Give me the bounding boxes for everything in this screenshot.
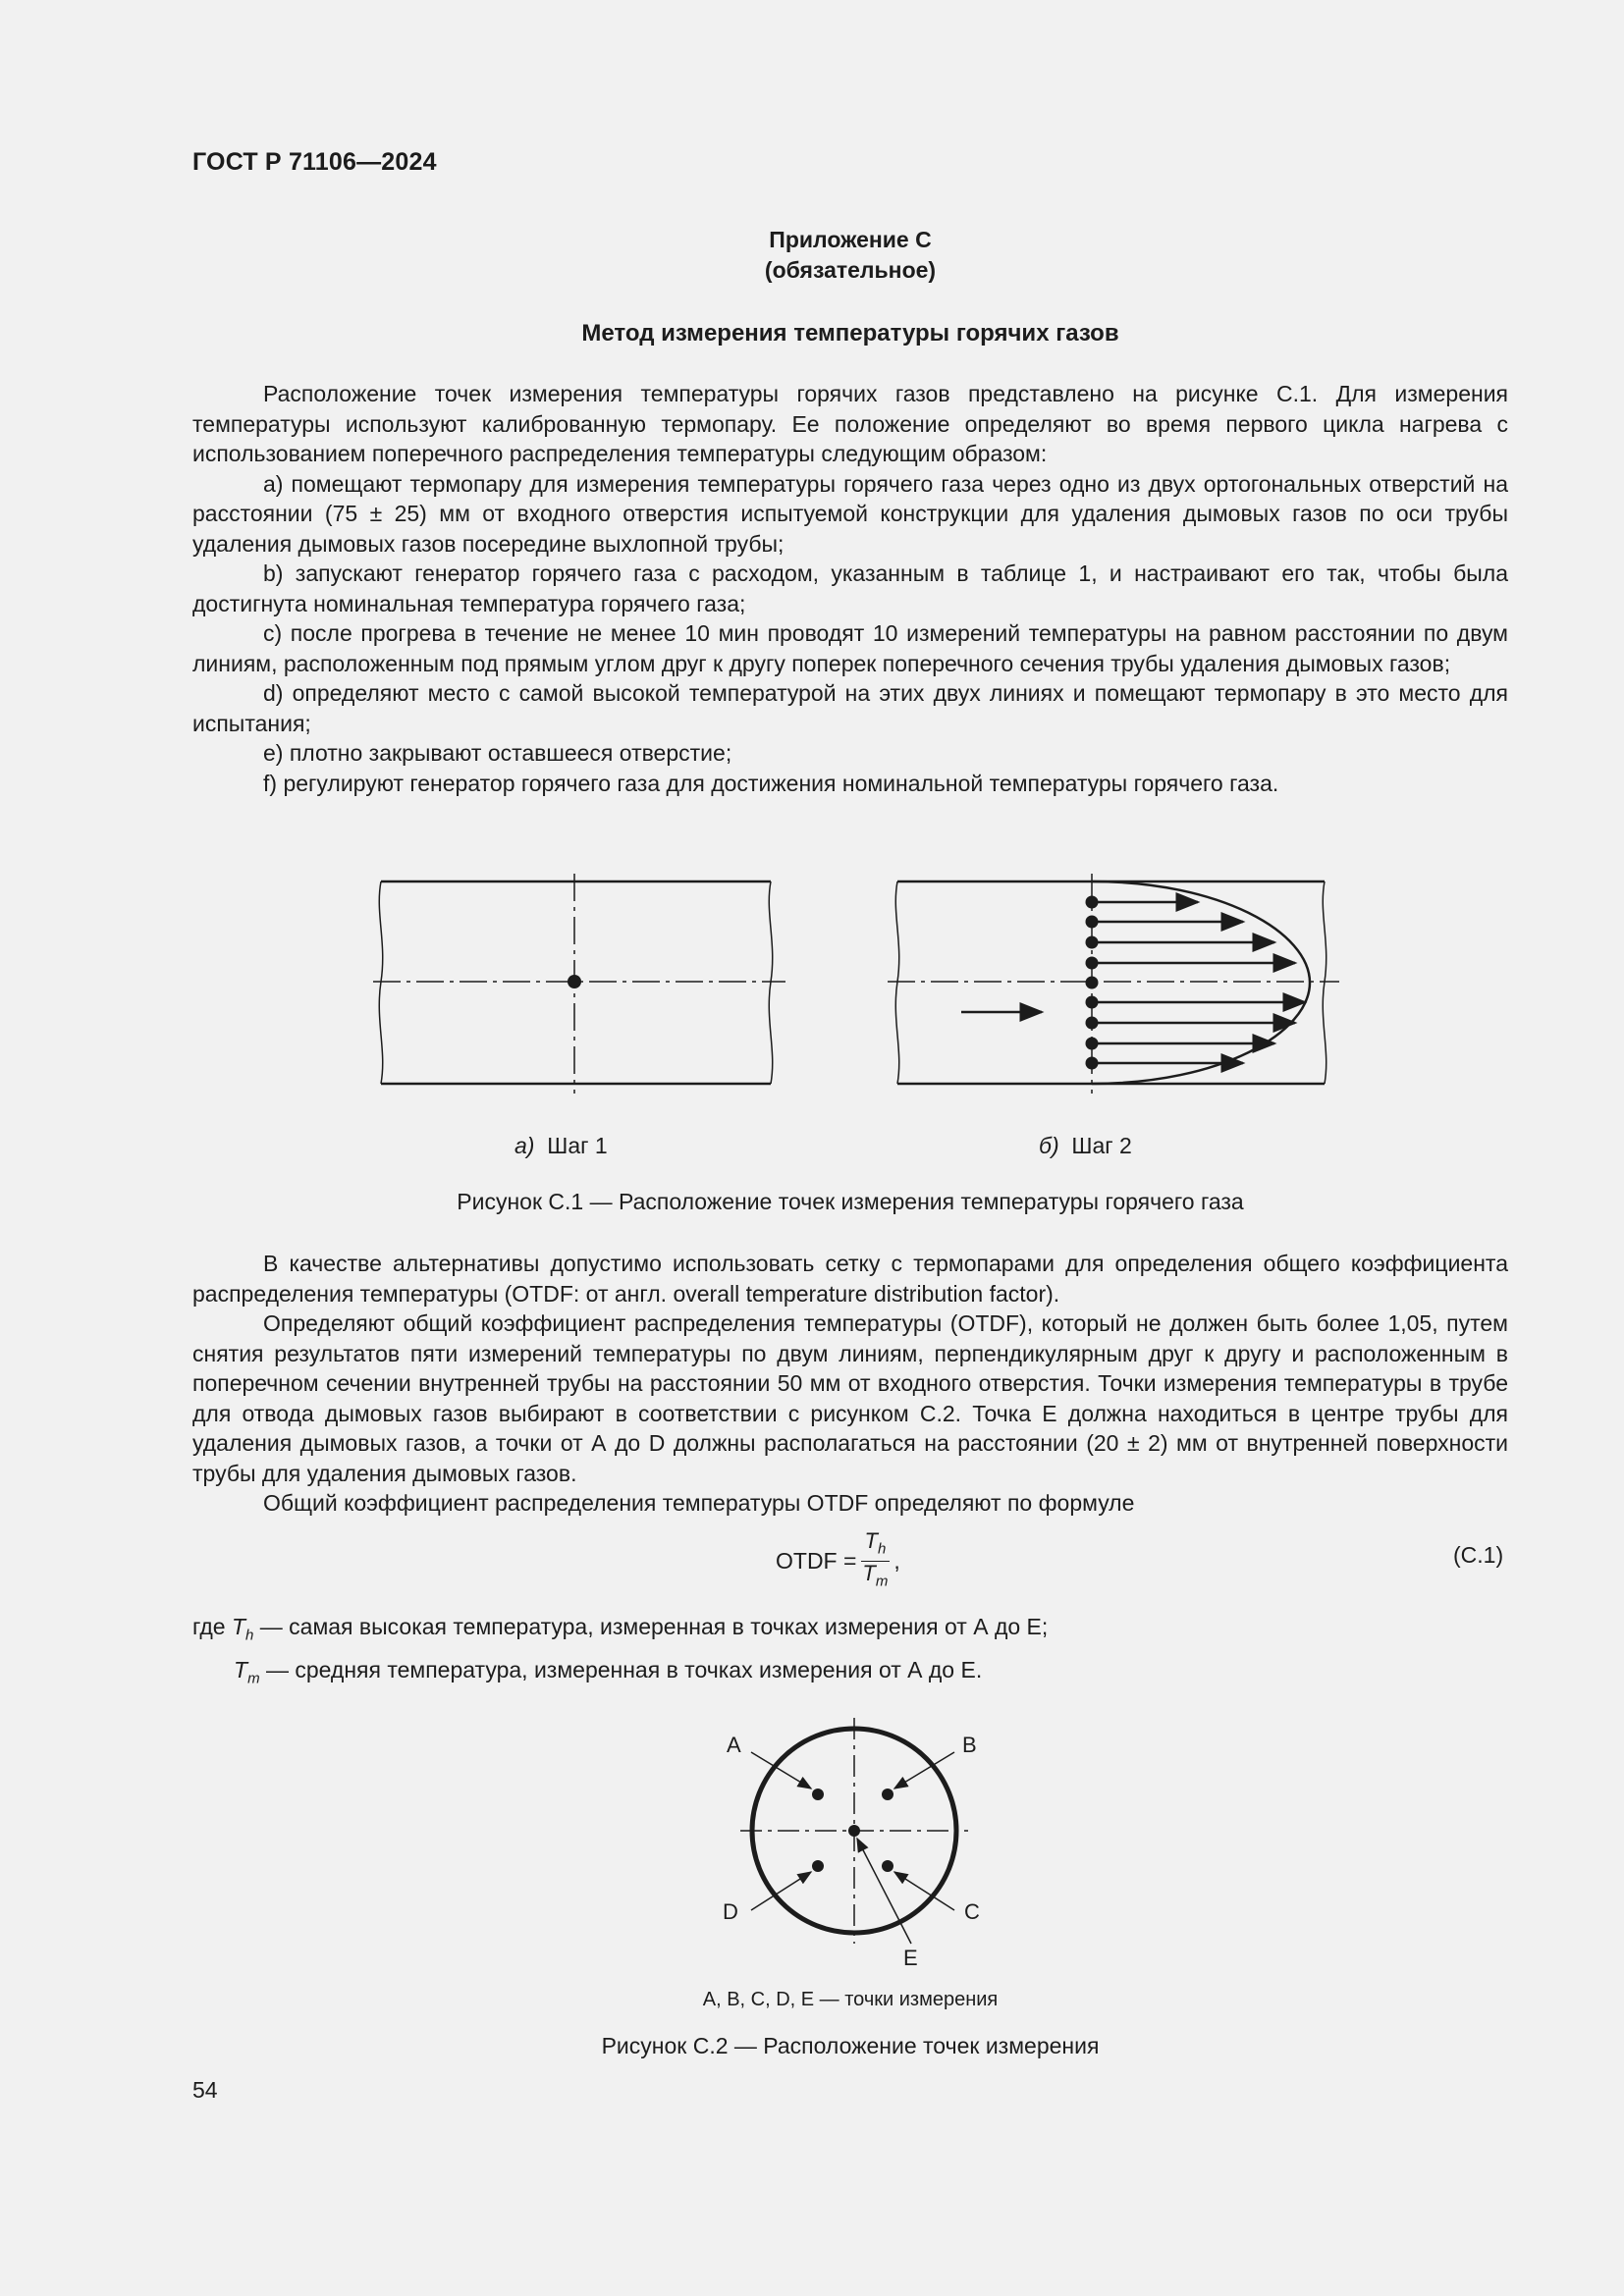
measurement-points (1086, 896, 1099, 1070)
measurement-point (1086, 996, 1099, 1009)
velocity-arrows (961, 902, 1305, 1063)
figure-c2-diagram (707, 1708, 1001, 1983)
document-id: ГОСТ Р 71106—2024 (192, 148, 437, 176)
body-paragraph-1: В качестве альтернативы допустимо использовать сетку с термопарами для определения общего коэффициента распределения температуры (OTDF: от англ. overall temperature distribution factor). (192, 1251, 1508, 1307)
figure-c1-step1-diagram (373, 874, 785, 1099)
point-a (812, 1789, 824, 1800)
label-d: D (723, 1899, 738, 1924)
pipe-break-right (769, 881, 772, 1084)
formula-numerator: $T_h$ (861, 1529, 891, 1562)
pipe-break-left (895, 881, 898, 1084)
figure-c1-label-b (1039, 1133, 1132, 1159)
formula-fraction (858, 1529, 892, 1594)
figure-c1-label-a-letter: а) (514, 1133, 535, 1158)
measurement-point (1086, 1057, 1099, 1070)
formula-tail: , (893, 1548, 900, 1575)
label-a: A (727, 1733, 741, 1757)
formula-denominator: $T_m$ (862, 1561, 889, 1590)
figure-c1-step2-diagram (888, 874, 1339, 1099)
measurement-point (1086, 936, 1099, 949)
list-item-d: d) определяют место с самой высокой температурой на этих двух линиях и помещают термопару в это место для испытания; (192, 680, 1508, 736)
list-item-e: e) плотно закрывают оставшееся отверстие; (263, 740, 732, 766)
figure-c2-caption: Рисунок С.2 — Расположение точек измерения (601, 2033, 1100, 2058)
measurement-point (1086, 977, 1099, 989)
figure-c1-label-a (514, 1133, 608, 1159)
list-item-a: a) помещают термопару для измерения температуры горячего газа через одно из двух ортогональных отверстий на расстоянии (75 ± 25) мм от входного отверстия испытуемой конструкции для удаления дымовых газов по оси трубы удаления дымовых газов посередине выхлопной трубы; (192, 470, 1508, 557)
list-item-b: b) запускают генератор горячего газа с расходом, указанным в таблице 1, и настраивают его так, чтобы была достигнута номинальная температура горячего газа; (192, 561, 1508, 616)
point-b (882, 1789, 893, 1800)
measurement-point (1086, 916, 1099, 929)
pipe-break-right (1323, 881, 1326, 1084)
appendix-title: Приложение С (769, 227, 932, 252)
figure-c1-label-b-text: Шаг 2 (1071, 1133, 1132, 1158)
measurement-point (1086, 1038, 1099, 1050)
measurement-point (1086, 896, 1099, 909)
otdf-formula (776, 1529, 900, 1594)
pipe-break-left (379, 881, 382, 1084)
point-e (848, 1825, 860, 1837)
point-d (812, 1860, 824, 1872)
label-b: B (962, 1733, 977, 1757)
figure-c1-caption: Рисунок С.1 — Расположение точек измерения температуры горячего газа (457, 1189, 1244, 1214)
measurement-point (1086, 957, 1099, 970)
label-e: E (903, 1946, 918, 1970)
label-c: C (964, 1899, 980, 1924)
figure-c1-label-b-letter: б) (1039, 1133, 1059, 1158)
body-text (192, 1249, 1508, 1519)
measurement-point (1086, 1017, 1099, 1030)
intro-text (192, 379, 1508, 798)
list-item-f: f) регулируют генератор горячего газа для достижения номинальной температуры горячего газа. (263, 770, 1279, 796)
legend-tm-row: $T_m$ — средняя температура, измеренная в точках измерения от А до Е. (234, 1656, 983, 1687)
page-number: 54 (192, 2077, 218, 2103)
intro-paragraph: Расположение точек измерения температуры горячих газов представлено на рисунке С.1. Для измерения температуры используют калиброванную термопару. Ее положение определяют во время первого цикла нагрева с использованием поперечного распределения температуры следующим образом: (192, 381, 1508, 466)
velocity-profile-curve (1092, 881, 1310, 1084)
list-item-c: c) после прогрева в течение не менее 10 мин проводят 10 измерений температуры на равном расстоянии по двум линиям, расположенным под прямым углом друг к другу поперек поперечного сечения трубы удаления дымовых газов; (192, 620, 1508, 676)
section-title: Метод измерения температуры горячих газов (581, 320, 1119, 347)
legend-th-row: где $T_h$ — самая высокая температура, измеренная в точках измерения от А до Е; (192, 1614, 1049, 1644)
figure-c2-legend: A, B, C, D, E — точки измерения (702, 1989, 999, 2010)
formula-legend (192, 1610, 1508, 1695)
equation-number: (С.1) (1453, 1542, 1504, 1568)
formula-lhs: OTDF = (776, 1548, 857, 1575)
body-paragraph-3: Общий коэффициент распределения температуры OTDF определяют по формуле (263, 1490, 1135, 1516)
measurement-point (568, 975, 581, 988)
appendix-status: (обязательное) (764, 257, 937, 283)
body-paragraph-2: Определяют общий коэффициент распределения температуры (OTDF), который не должен быть более 1,05, путем снятия результатов пяти измерений температуры по двум линиям, перпендикулярным друг к другу и расположенным в поперечном сечении внутренней трубы на расстоянии 50 мм от входного отверстия. Точки измерения температуры в трубе для отвода дымовых газов выбирают в соответствии с рисунком С.2. Точка Е должна находиться в центре трубы для удаления дымовых газов, а точки от А до D должны располагаться на расстоянии (20 ± 2) мм от внутренней поверхности трубы для удаления дымовых газов. (192, 1310, 1508, 1486)
figure-c1-label-a-text: Шаг 1 (547, 1133, 608, 1158)
point-c (882, 1860, 893, 1872)
